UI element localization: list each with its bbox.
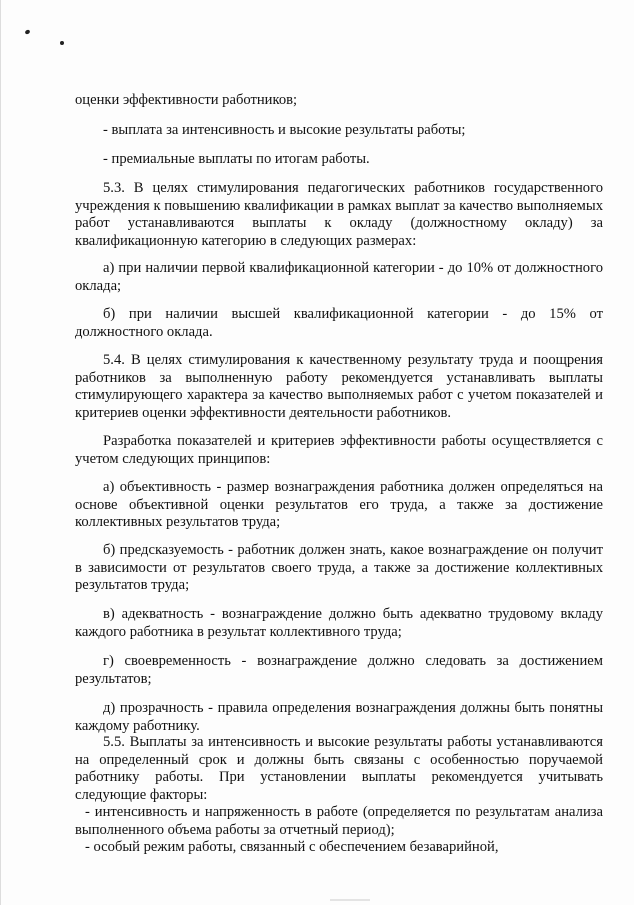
paragraph: г) своевременность - вознаграждение должно следовать за достижением результатов;	[75, 653, 603, 687]
scan-edge	[0, 0, 1, 905]
paragraph: Разработка показателей и критериев эффективности работы осуществляется с учетом следующих принципов:	[75, 433, 603, 467]
paragraph: а) при наличии первой квалификационной категории - до 10% от должностного оклада;	[75, 260, 603, 294]
paragraph: а) объективность - размер вознаграждения работника должен определяться на основе объективной оценки результатов его труда, а также за достижение коллективных результатов труда;	[75, 479, 603, 530]
paragraph: 5.3. В целях стимулирования педагогических работников государственного учреждения к повышению квалификации в рамках выплат за качество выполняемых работ устанавливаются выплаты к окладу (должностному окладу) за квалификационную категорию в следующих размерах:	[75, 180, 603, 249]
paragraph: б) предсказуемость - работник должен знать, какое вознаграждение он получит в зависимости от результатов своего труда, а также за достижение коллективных результатов труда;	[75, 542, 603, 593]
paragraph: оценки эффективности работников;	[75, 92, 298, 108]
paragraph: - выплата за интенсивность и высокие результаты работы;	[103, 122, 466, 138]
paragraph: - интенсивность и напряженность в работе (определяется по результатам анализа выполненного объема работы за отчетный период);	[75, 804, 603, 838]
paragraph: в) адекватность - вознаграждение должно быть адекватно трудовому вкладу каждого работника в результат коллективного труда;	[75, 606, 603, 640]
paragraph: 5.5. Выплаты за интенсивность и высокие результаты работы устанавливаются на определенный срок и должны быть связаны с особенностью поручаемой работнику работы. При установлении выплаты рекомендуется учитывать следующие факторы:	[75, 734, 603, 803]
scan-dot	[24, 29, 30, 35]
paragraph: - премиальные выплаты по итогам работы.	[103, 151, 370, 167]
paragraph: д) прозрачность - правила определения вознаграждения должны быть понятны каждому работнику.	[75, 700, 603, 734]
paragraph: б) при наличии высшей квалификационной категории - до 15% от должностного оклада.	[75, 306, 603, 340]
paragraph: 5.4. В целях стимулирования к качественному результату труда и поощрения работников за выполненную работу рекомендуется устанавливать выплаты стимулирующего характера за качество выполняемых работ с учетом показателей и критериев оценки эффективности деятельности работников.	[75, 352, 603, 421]
scan-dot	[60, 41, 64, 45]
paragraph: - особый режим работы, связанный с обеспечением безаварийной,	[85, 839, 499, 855]
scan-smudge	[330, 899, 370, 901]
